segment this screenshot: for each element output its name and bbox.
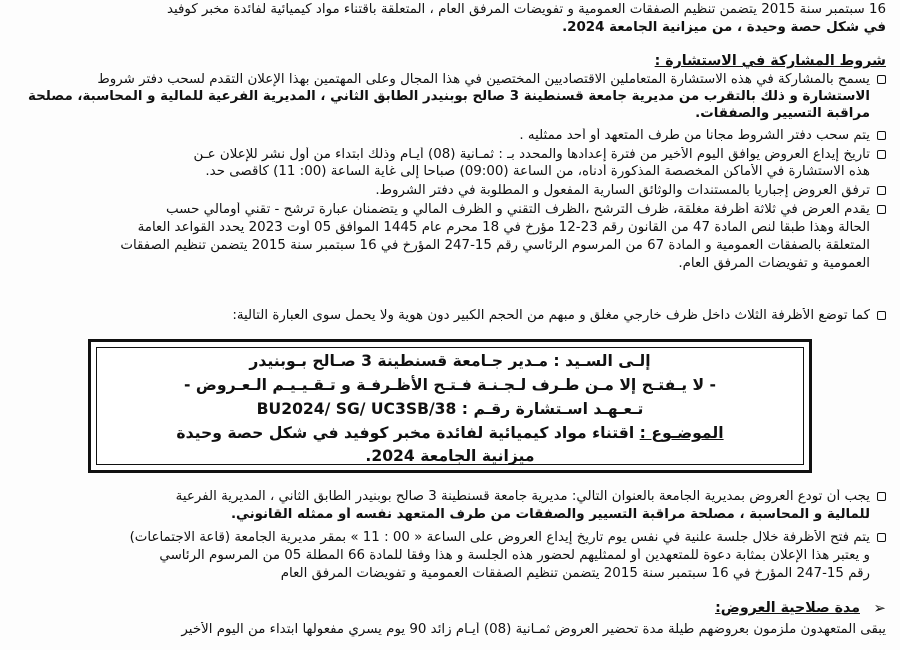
list-item-continuation: رقم 15-247 المؤرخ في 16 سبتمبر سنة 2015 يتضمن تنظيم الصفقات العمومية و تفويضات المرفق العام [280, 566, 870, 581]
envelope-addressee: إلـى السـيد : مـدير جـامعة قسنطينة 3 صـالح بـوبنيدر [249, 352, 651, 370]
list-item-continuation: العمومية و تفويضات المرفق العام. [678, 256, 870, 271]
section-heading-conditions: شروط المشاركة في الاستشارة : [654, 53, 886, 69]
arrow-bullet-icon: ➢ [873, 599, 886, 617]
list-item: تاريخ إيداع العروض يوافق اليوم الأخير من فترة إعدادها والمحدد بـ : ثمـانية (08) أيـام وذلك ابتداء من أول نشر للإعلان عـن [14, 147, 886, 163]
list-item: يسمح بالمشاركة في هذه الاستشارة المتعاملين الاقتصاديين المختصين في هذا المجال وعلى المهتمين بهذا الإعلان التقدم لسحب دفتر شروط [14, 72, 886, 88]
checkbox-bullet-icon [877, 533, 886, 542]
list-item-continuation: الاستشارة و ذلك بالتقرب من مديرية جامعة قسنطينة 3 صالح بوبنيدر الطابق الثاني ، المديرية الفرعية للمالية و المحاسبة، مصلحة [28, 89, 870, 104]
list-item-continuation: الحالة وهذا طبقا لنص المادة 47 من القانون رقم 23-12 مؤرخ في 18 محرم عام 1445 الموافق 05 أوت 2023 يحدد القواعد العامة [137, 220, 870, 235]
list-item: يتم فتح الأظرفة خلال جلسة علنية في نفس يوم تاريخ إيداع العروض على الساعة « 00 : 11 » بمقر مديرية الجامعة (قاعة الاجتماعات) [14, 530, 886, 546]
checkbox-bullet-icon [877, 311, 886, 320]
envelope-label-box [88, 339, 812, 473]
list-item-continuation: للمالية و المحاسبة ، مصلحة مراقبة التسيير والصفقات من طرف المتعهد نفسه أو ممثله القانوني. [230, 507, 870, 522]
checkbox-bullet-icon [877, 205, 886, 214]
list-item-continuation: مراقبة التسيير والصفقات. [695, 106, 870, 121]
list-item-continuation: هذه الاستشارة في الأماكن المخصصة المذكورة أدناه، من الساعة (09:00) صباحا إلى غاية الساعة (00: 11) كأقصى حد. [205, 164, 870, 179]
envelope-subject [99, 423, 801, 443]
checkbox-bullet-icon [877, 131, 886, 140]
envelope-consultation-number: تـعـهـد اسـتشارة رقـم : BU2024/ SG/ UC3SB/38 [256, 400, 644, 418]
checkbox-bullet-icon [877, 186, 886, 195]
intro-line-2: في شكل حصة وحيدة ، من ميزانية الجامعة 2024. [562, 20, 886, 35]
list-item: ترفق العروض إجباريا بالمستندات والوثائق السارية المفعول و المطلوبة في دفتر الشروط. [14, 183, 886, 199]
envelope-notice: - لا يـفتـح إلا مـن طـرف لـجـنـة فـتـح الأظـرفـة و تـقـيـيـم الـعـروض - [184, 376, 716, 394]
list-item: كما توضع الأظرفة الثلاث داخل ظرف خارجي مغلق و مبهم من الحجم الكبير دون هوية ولا يحمل سوى العبارة التالية: [14, 308, 886, 324]
intro-line-1: 16 سبتمبر سنة 2015 يتضمن تنظيم الصفقات العمومية و تفويضات المرفق العام ، المتعلقة باقتناء مواد كيميائية لفائدة مخبر كوفيد [166, 2, 886, 17]
validity-text: يبقى المتعهدون ملزمون بعروضهم طيلة مدة تحضير العروض ثمـانية (08) أيـام زائد 90 يوم يسري مفعولها ابتداء من اليوم الأخير [181, 622, 886, 637]
list-item: يتم سحب دفتر الشروط مجانا من طرف المتعهد أو أحد ممثليه . [14, 128, 886, 144]
envelope-subject-label: الموضـوع : [639, 424, 724, 442]
envelope-budget: ميزانية الجامعة 2024. [365, 447, 535, 465]
list-item: يجب أن تودع العروض بمديرية الجامعة بالعنوان التالي: مديرية جامعة قسنطينة 3 صالح بوبنيدر الطابق الثاني ، المديرية الفرعية [14, 489, 886, 505]
checkbox-bullet-icon [877, 75, 886, 84]
section-heading-validity: مدة صلاحية العروض: [715, 600, 860, 616]
list-item: يقدم العرض في ثلاثة أظرفة مغلقة، ظرف الترشح ،الظرف التقني و الظرف المالي و يتضمنان عبارة ترشح - تقني أومالي حسب [14, 202, 886, 218]
envelope-subject-text: اقتناء مواد كيميائية لفائدة مخبر كوفيد في شكل حصة وحيدة [176, 424, 640, 442]
list-item-continuation: و يعتبر هذا الإعلان بمثابة دعوة للمتعهدين أو لممثليهم لحضور هذه الجلسة و هذا وفقا للمادة 66 المطلة 05 من المرسوم الرئاسي [159, 548, 870, 563]
list-item-continuation: المتعلقة بالصفقات العمومية و المادة 67 من المرسوم الرئاسي رقم 15-247 المؤرخ في 16 سبتمبر سنة 2015 يتضمن تنظيم الصفقات [120, 238, 870, 253]
checkbox-bullet-icon [877, 492, 886, 501]
checkbox-bullet-icon [877, 150, 886, 159]
